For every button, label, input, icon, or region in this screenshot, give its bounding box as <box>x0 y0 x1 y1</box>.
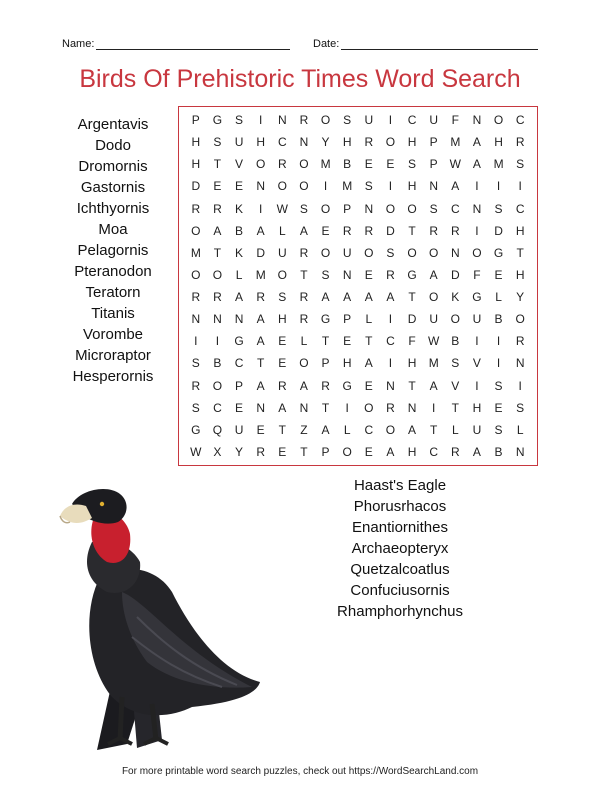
grid-letter: S <box>494 422 503 437</box>
grid-letter: O <box>212 267 223 282</box>
grid-letter: V <box>235 157 244 172</box>
word-list-item: Argentavis <box>77 116 149 133</box>
grid-letter: A <box>386 290 395 305</box>
word-list-item: Microraptor <box>75 347 151 364</box>
grid-letter: S <box>191 400 200 415</box>
grid-letter: A <box>299 223 308 238</box>
word-list-item: Titanis <box>91 305 135 322</box>
word-list-left <box>58 114 168 387</box>
grid-letter: C <box>386 334 395 349</box>
word-list-item: Moa <box>98 221 128 238</box>
grid-letter: X <box>213 444 222 459</box>
grid-letter: S <box>299 201 308 216</box>
grid-letter: I <box>475 179 479 194</box>
grid-letter: H <box>256 135 266 150</box>
grid-letter: H <box>407 356 417 371</box>
grid-letter: S <box>386 245 395 260</box>
grid-letter: H <box>515 267 525 282</box>
grid-letter: G <box>407 267 417 282</box>
word-list-item: Quetzalcoatlus <box>350 561 450 578</box>
word-list-bottom <box>310 475 490 622</box>
grid-letter: D <box>191 179 201 194</box>
grid-letter: A <box>343 290 352 305</box>
grid-letter: T <box>516 245 524 260</box>
grid-letter: P <box>321 356 330 371</box>
grid-letter: Y <box>516 290 525 305</box>
grid-letter: B <box>494 444 503 459</box>
grid-letter: O <box>472 245 482 260</box>
grid-letter: T <box>321 400 330 415</box>
grid-letter: R <box>191 378 201 393</box>
grid-letter: L <box>343 422 351 437</box>
grid-letter: L <box>495 290 502 305</box>
grid-letter: T <box>257 356 265 371</box>
grid-letter: L <box>451 422 459 437</box>
grid-letter: I <box>475 378 479 393</box>
word-list-item: Pelagornis <box>77 242 149 259</box>
grid-letter: R <box>299 312 309 327</box>
grid-letter: I <box>518 378 522 393</box>
grid-letter: H <box>191 157 201 172</box>
grid-letter: L <box>235 267 243 282</box>
grid-letter: R <box>429 223 439 238</box>
grid-letter: T <box>213 245 222 260</box>
grid-letter: E <box>278 334 287 349</box>
grid-letter: S <box>451 356 460 371</box>
grid-letter: H <box>191 135 201 150</box>
grid-letter: A <box>364 290 373 305</box>
grid-letter: G <box>191 422 201 437</box>
grid-letter: S <box>429 201 438 216</box>
grid-letter: C <box>364 422 374 437</box>
footer-note: For more printable word search puzzles, check out https://WordSearchLand.com <box>121 766 479 777</box>
grid-letter: O <box>407 201 417 216</box>
grid-letter: P <box>343 201 352 216</box>
grid-letter: B <box>235 223 244 238</box>
grid-letter: Y <box>321 135 330 150</box>
grid-letter: E <box>278 444 287 459</box>
word-search-grid <box>178 106 538 466</box>
grid-letter: N <box>277 113 287 128</box>
grid-letter: G <box>342 378 352 393</box>
grid-letter: T <box>451 400 459 415</box>
grid-letter: S <box>516 400 525 415</box>
grid-letter: E <box>364 267 373 282</box>
grid-letter: N <box>256 179 266 194</box>
word-list-item: Teratorn <box>85 284 141 301</box>
grid-letter: N <box>472 113 482 128</box>
grid-letter: A <box>299 378 308 393</box>
grid-letter: E <box>494 267 503 282</box>
grid-letter: H <box>342 356 352 371</box>
grid-letter: U <box>342 245 352 260</box>
grid-letter: E <box>256 422 265 437</box>
grid-letter: R <box>256 290 266 305</box>
word-list-item: Vorombe <box>82 326 144 343</box>
grid-letter: R <box>386 400 395 415</box>
grid-letter: S <box>321 267 330 282</box>
word-list-item: Archaeopteryx <box>351 540 449 557</box>
word-list-item: Confuciusornis <box>350 582 450 599</box>
grid-letter: N <box>342 267 352 282</box>
grid-letter: W <box>449 157 461 172</box>
grid-letter: I <box>345 400 349 415</box>
word-list-item: Hesperornis <box>72 368 154 385</box>
grid-letter: T <box>408 223 416 238</box>
grid-letter: E <box>386 157 395 172</box>
grid-letter: O <box>299 179 309 194</box>
grid-letter: P <box>321 444 330 459</box>
grid-letter: T <box>408 290 416 305</box>
grid-letter: U <box>429 312 439 327</box>
grid-letter: A <box>321 422 330 437</box>
grid-letter: H <box>515 223 525 238</box>
grid-letter: I <box>496 179 501 194</box>
grid-letter: O <box>320 201 331 216</box>
grid-letter: R <box>515 135 525 150</box>
grid-letter: E <box>494 400 503 415</box>
grid-letter: S <box>213 135 222 150</box>
grid-letter: E <box>321 223 330 238</box>
grid-letter: K <box>235 245 244 260</box>
grid-letter: H <box>277 312 287 327</box>
grid-letter: C <box>407 113 417 128</box>
grid-letter: W <box>428 334 440 349</box>
grid-letter: T <box>365 334 373 349</box>
grid-letter: P <box>191 113 200 128</box>
grid-letter: U <box>472 312 482 327</box>
grid-letter: S <box>494 378 503 393</box>
grid-letter: D <box>256 245 266 260</box>
grid-letter: I <box>259 113 263 128</box>
grid-letter: P <box>343 312 352 327</box>
grid-letter: R <box>299 113 309 128</box>
grid-letter: N <box>450 245 460 260</box>
grid-letter: N <box>364 201 374 216</box>
grid-letter: S <box>191 356 200 371</box>
grid-letter: O <box>191 267 201 282</box>
grid-letter: A <box>429 378 438 393</box>
grid-letter: H <box>407 179 417 194</box>
grid-letter: R <box>191 201 201 216</box>
grid-letter: I <box>388 356 393 371</box>
grid-letter: O <box>385 201 396 216</box>
grid-letter: O <box>256 157 266 172</box>
grid-letter: A <box>451 179 460 194</box>
word-list-item: Ichthyornis <box>76 200 150 217</box>
grid-letter: S <box>408 157 417 172</box>
grid-letter: I <box>388 312 393 327</box>
date-line[interactable] <box>341 49 538 50</box>
grid-letter: D <box>386 223 395 238</box>
grid-letter: P <box>429 135 438 150</box>
word-list-item: Dodo <box>95 137 131 154</box>
grid-letter: T <box>213 157 222 172</box>
grid-letter: A <box>472 157 481 172</box>
grid-letter: M <box>450 135 461 150</box>
grid-letter: I <box>475 223 479 238</box>
grid-letter: M <box>342 179 353 194</box>
grid-letter: R <box>277 378 287 393</box>
grid-letter: S <box>364 179 373 194</box>
grid-letter: H <box>407 444 417 459</box>
grid-letter: I <box>475 334 479 349</box>
grid-letter: H <box>407 135 417 150</box>
grid-letter: I <box>432 400 436 415</box>
grid-letter: I <box>496 334 501 349</box>
grid-letter: A <box>364 356 373 371</box>
grid-letter: A <box>472 135 481 150</box>
word-list-item: Rhamphorhynchus <box>337 603 463 620</box>
grid-letter: O <box>364 400 374 415</box>
grid-letter: R <box>364 135 374 150</box>
grid-letter: M <box>428 356 439 371</box>
grid-letter: O <box>342 444 352 459</box>
grid-letter: S <box>278 290 287 305</box>
grid-letter: C <box>213 400 222 415</box>
grid-letter: C <box>234 356 244 371</box>
grid-letter: G <box>320 312 331 327</box>
grid-letter: D <box>450 267 460 282</box>
grid-letter: I <box>259 201 263 216</box>
grid-letter: C <box>450 201 460 216</box>
grid-letter: E <box>343 334 352 349</box>
grid-letter: L <box>300 334 308 349</box>
grid-letter: M <box>255 267 266 282</box>
word-list-item: Gastornis <box>80 179 146 196</box>
grid-letter: L <box>365 312 373 327</box>
grid-letter: I <box>388 113 393 128</box>
grid-letter: E <box>213 179 222 194</box>
grid-letter: F <box>408 334 416 349</box>
grid-letter: R <box>515 334 525 349</box>
grid-letter: O <box>320 245 331 260</box>
name-label: Name: <box>62 38 95 50</box>
grid-letter: A <box>408 422 417 437</box>
name-field-row <box>62 38 290 50</box>
grid-letter: W <box>276 201 288 216</box>
grid-letter: C <box>515 113 525 128</box>
grid-letter: E <box>364 157 373 172</box>
grid-letter: R <box>450 444 460 459</box>
grid-letter: O <box>407 245 417 260</box>
grid-letter: M <box>493 157 504 172</box>
grid-letter: T <box>300 267 308 282</box>
grid-letter: U <box>364 113 374 128</box>
date-field-row <box>313 38 538 50</box>
grid-letter: O <box>299 356 309 371</box>
grid-letter: G <box>212 113 223 128</box>
date-label: Date: <box>313 38 340 50</box>
grid-letter: D <box>494 223 503 238</box>
grid-letter: R <box>321 378 330 393</box>
grid-letter: R <box>213 201 222 216</box>
grid-letter: O <box>212 378 223 393</box>
grid-letter: S <box>494 201 503 216</box>
grid-letter: Z <box>300 422 308 437</box>
grid-letter: O <box>277 179 287 194</box>
grid-letter: O <box>493 113 504 128</box>
grid-letter: N <box>407 400 417 415</box>
grid-letter: N <box>429 179 439 194</box>
grid-letter: N <box>386 378 395 393</box>
grid-letter: O <box>320 113 331 128</box>
grid-letter: N <box>213 312 222 327</box>
grid-letter: Q <box>212 422 223 437</box>
grid-letter: Y <box>235 444 244 459</box>
grid-letter: B <box>451 334 460 349</box>
grid-letter: O <box>450 312 460 327</box>
grid-letter: E <box>235 179 244 194</box>
grid-letter: A <box>256 223 265 238</box>
grid-letter: R <box>299 245 309 260</box>
grid-letter: N <box>191 312 201 327</box>
grid-letter: E <box>364 378 373 393</box>
word-list-item: Haast's Eagle <box>353 477 447 494</box>
grid-letter: A <box>429 267 438 282</box>
grid-letter: W <box>190 444 202 459</box>
grid-letter: F <box>451 113 459 128</box>
grid-letter: R <box>342 223 352 238</box>
grid-letter: V <box>472 356 481 371</box>
grid-letter: R <box>277 157 287 172</box>
grid-letter: O <box>191 223 201 238</box>
grid-letter: T <box>430 422 438 437</box>
grid-letter: R <box>256 444 266 459</box>
grid-letter: D <box>407 312 417 327</box>
grid-letter: I <box>194 334 198 349</box>
word-list-item: Pteranodon <box>74 263 152 280</box>
grid-letter: I <box>215 334 220 349</box>
grid-letter: A <box>386 444 395 459</box>
grid-letter: P <box>429 157 438 172</box>
grid-letter: V <box>451 378 460 393</box>
grid-letter: A <box>256 312 265 327</box>
grid-letter: F <box>473 267 481 282</box>
grid-letter: A <box>235 290 244 305</box>
grid-letter: A <box>278 400 287 415</box>
grid-letter: C <box>277 135 287 150</box>
grid-letter: U <box>234 135 244 150</box>
grid-letter: O <box>429 290 439 305</box>
grid-letter: A <box>472 444 481 459</box>
grid-letter: H <box>494 135 503 150</box>
grid-letter: O <box>299 157 309 172</box>
grid-letter: L <box>516 422 524 437</box>
grid-letter: N <box>234 312 244 327</box>
grid-letter: O <box>429 245 439 260</box>
grid-letter: U <box>277 245 287 260</box>
grid-letter: T <box>278 422 286 437</box>
grid-letter: N <box>515 444 525 459</box>
word-list-item: Dromornis <box>78 158 148 175</box>
vulture-like-bird-icon <box>52 482 262 754</box>
grid-letter: T <box>300 444 308 459</box>
grid-letter: B <box>213 356 222 371</box>
grid-letter: S <box>343 113 352 128</box>
grid-letter: G <box>234 334 244 349</box>
grid-letter: N <box>299 400 309 415</box>
grid-letter: M <box>190 245 201 260</box>
grid-letter: A <box>321 290 330 305</box>
grid-letter: I <box>496 356 501 371</box>
grid-letter: C <box>429 444 439 459</box>
grid-letter: N <box>299 135 309 150</box>
grid-letter: E <box>278 356 287 371</box>
grid-letter: H <box>472 400 482 415</box>
grid-letter: P <box>235 378 244 393</box>
grid-letter: A <box>256 378 265 393</box>
grid-letter: R <box>213 290 222 305</box>
grid-letter: H <box>342 135 352 150</box>
grid-letter: R <box>386 267 395 282</box>
grid-letter: C <box>515 201 525 216</box>
grid-letter: G <box>493 245 504 260</box>
grid-letter: E <box>364 444 373 459</box>
word-list-item: Phorusrhacos <box>353 498 447 515</box>
grid-letter: O <box>364 245 374 260</box>
grid-letter: O <box>277 267 287 282</box>
grid-letter: A <box>213 223 222 238</box>
grid-letter: T <box>408 378 416 393</box>
grid-letter: O <box>385 422 396 437</box>
grid-letter: N <box>472 201 482 216</box>
page-title: Birds Of Prehistoric Times Word Search <box>79 65 521 93</box>
grid-letter: U <box>472 422 482 437</box>
grid-letter: K <box>451 290 460 305</box>
word-list-item: Enantiornithes <box>352 519 448 536</box>
grid-letter: U <box>429 113 439 128</box>
grid-letter: I <box>518 179 522 194</box>
grid-letter: U <box>234 422 244 437</box>
grid-letter: L <box>278 223 286 238</box>
grid-letter: E <box>235 400 244 415</box>
grid-letter: S <box>516 157 525 172</box>
grid-letter: O <box>385 135 396 150</box>
grid-letter: R <box>299 290 309 305</box>
grid-letter: B <box>343 157 352 172</box>
grid-letter: T <box>321 334 330 349</box>
grid-letter: K <box>235 201 244 216</box>
grid-letter: R <box>450 223 460 238</box>
grid-letter: R <box>191 290 201 305</box>
grid-letter: I <box>388 179 393 194</box>
name-line[interactable] <box>96 49 290 50</box>
grid-letter: S <box>235 113 244 128</box>
grid-letter: N <box>256 400 266 415</box>
grid-letter: R <box>364 223 374 238</box>
grid-letter: M <box>320 157 331 172</box>
grid-letter: N <box>515 356 525 371</box>
grid-letter: O <box>515 312 525 327</box>
grid-letter: I <box>323 179 328 194</box>
grid-letter: G <box>472 290 482 305</box>
grid-letter: B <box>494 312 503 327</box>
grid-letter: A <box>256 334 265 349</box>
